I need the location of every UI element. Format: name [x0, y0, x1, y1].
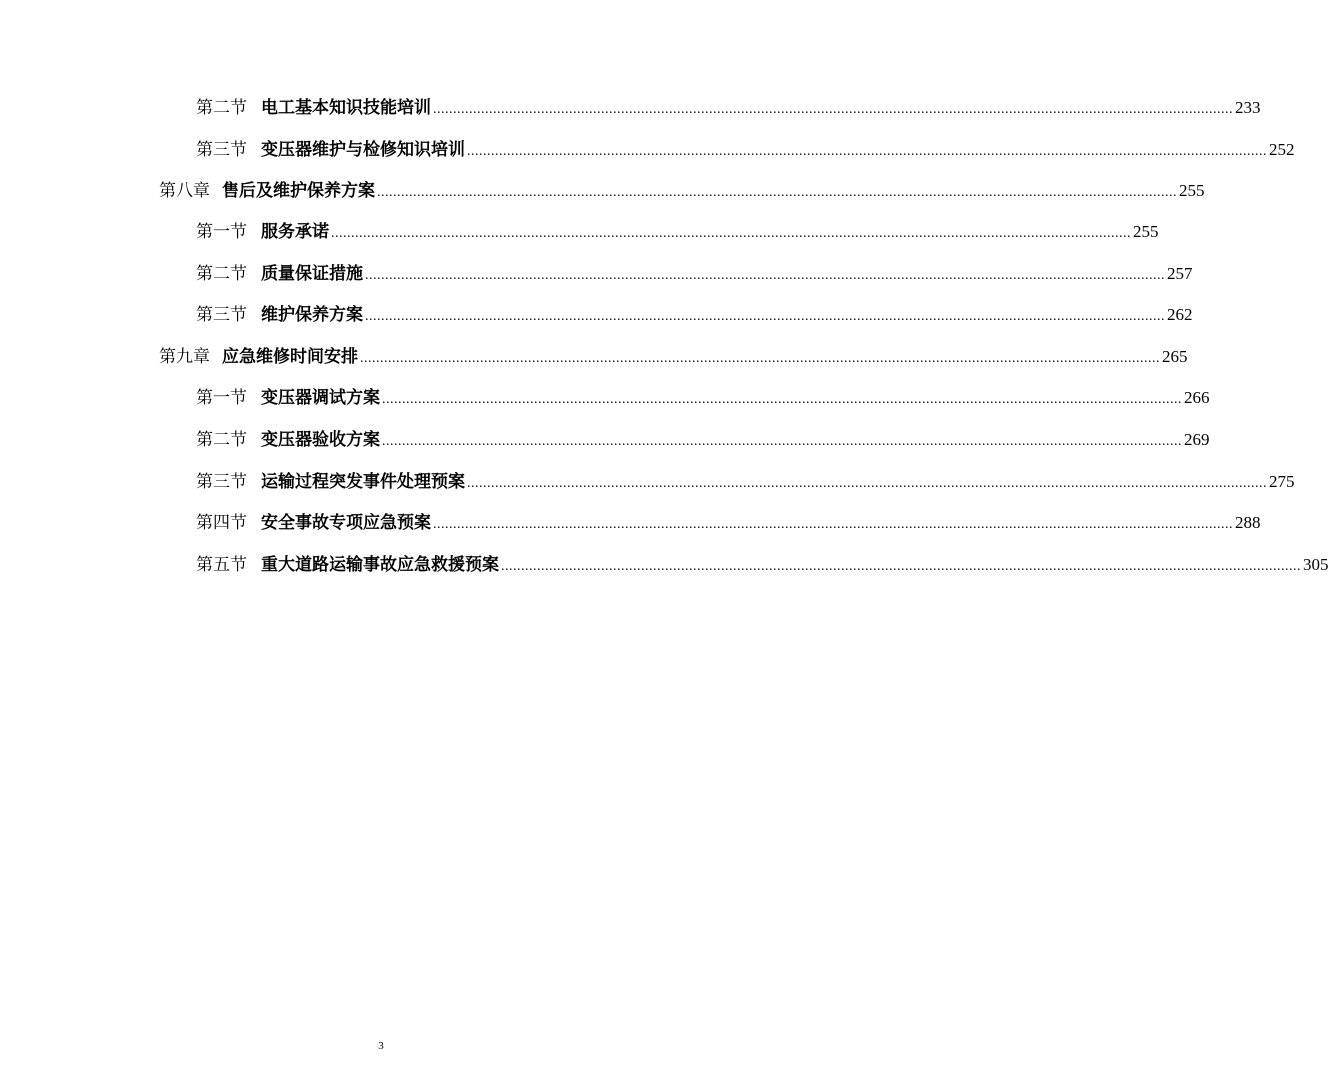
toc-entry-number: 第二节 — [196, 98, 247, 118]
toc-dot-leader: ........................................................................................................................................................................................................ — [377, 185, 1177, 200]
toc-entry-number: 第三节 — [196, 140, 247, 160]
toc-dot-leader: ........................................................................................................................................................................................................ — [467, 144, 1267, 159]
toc-entry-title: 维护保养方案 — [261, 305, 363, 325]
toc-entry-number: 第八章 — [159, 181, 210, 201]
toc-dot-leader: ........................................................................................................................................................................................................ — [365, 268, 1165, 283]
toc-entry-number: 第五节 — [196, 555, 247, 575]
toc-entry[interactable] — [196, 511, 1261, 535]
toc-dot-leader: ........................................................................................................................................................................................................ — [501, 559, 1301, 574]
toc-entry-page: 288 — [1235, 513, 1261, 532]
toc-entry-page: 305 — [1303, 555, 1329, 574]
toc-dot-leader: ........................................................................................................................................................................................................ — [433, 517, 1233, 532]
toc-entry-page: 269 — [1184, 430, 1210, 449]
toc-entry-page: 252 — [1269, 140, 1295, 159]
toc-dot-leader: ........................................................................................................................................................................................................ — [382, 392, 1182, 407]
toc-entry[interactable] — [196, 386, 1210, 410]
toc-entry-page: 266 — [1184, 388, 1210, 407]
toc-entry-number: 第二节 — [196, 264, 247, 284]
toc-entry-title: 安全事故专项应急预案 — [261, 513, 431, 533]
toc-entry-number: 第二节 — [196, 430, 247, 450]
toc-entry[interactable] — [159, 345, 1188, 369]
toc-entry-page: 233 — [1235, 98, 1261, 117]
toc-entry-number: 第三节 — [196, 472, 247, 492]
toc-entry-title: 质量保证措施 — [261, 264, 363, 284]
toc-entry-page: 255 — [1133, 222, 1159, 241]
toc-entry[interactable] — [196, 138, 1295, 162]
toc-entry-title: 应急维修时间安排 — [222, 347, 358, 367]
toc-entry[interactable] — [196, 96, 1261, 120]
toc-entry-page: 265 — [1162, 347, 1188, 366]
toc-dot-leader: ........................................................................................................................................................................................................ — [382, 434, 1182, 449]
toc-entry[interactable] — [196, 262, 1193, 286]
toc-entry-title: 服务承诺 — [261, 222, 329, 242]
toc-entry-page: 262 — [1167, 305, 1193, 324]
toc-dot-leader: ........................................................................................................................................................................................................ — [331, 226, 1131, 241]
toc-dot-leader: ........................................................................................................................................................................................................ — [467, 476, 1267, 491]
toc-entry-title: 变压器调试方案 — [261, 388, 380, 408]
toc-dot-leader: ........................................................................................................................................................................................................ — [365, 309, 1165, 324]
toc-entry[interactable] — [196, 470, 1295, 494]
toc-entry-number: 第三节 — [196, 305, 247, 325]
toc-entry-title: 变压器验收方案 — [261, 430, 380, 450]
toc-entry[interactable] — [196, 303, 1193, 327]
toc-entry-title: 电工基本知识技能培训 — [261, 98, 431, 118]
toc-entry-number: 第一节 — [196, 222, 247, 242]
toc-entry-title: 运输过程突发事件处理预案 — [261, 472, 465, 492]
toc-entry[interactable] — [159, 179, 1205, 203]
toc-entry-page: 275 — [1269, 472, 1295, 491]
toc-entry-number: 第一节 — [196, 388, 247, 408]
toc-entry[interactable] — [196, 428, 1210, 452]
toc-entry-title: 变压器维护与检修知识培训 — [261, 140, 465, 160]
page-number: 3 — [378, 1040, 384, 1052]
toc-dot-leader: ........................................................................................................................................................................................................ — [360, 351, 1160, 366]
toc-entry[interactable] — [196, 220, 1159, 244]
toc-dot-leader: ........................................................................................................................................................................................................ — [433, 102, 1233, 117]
toc-entry-title: 重大道路运输事故应急救援预案 — [261, 555, 499, 575]
toc-entry-number: 第四节 — [196, 513, 247, 533]
toc-entry-title: 售后及维护保养方案 — [222, 181, 375, 201]
toc-entry-page: 257 — [1167, 264, 1193, 283]
toc-entry-number: 第九章 — [159, 347, 210, 367]
toc-entry[interactable] — [196, 553, 1329, 577]
toc-entry-page: 255 — [1179, 181, 1205, 200]
